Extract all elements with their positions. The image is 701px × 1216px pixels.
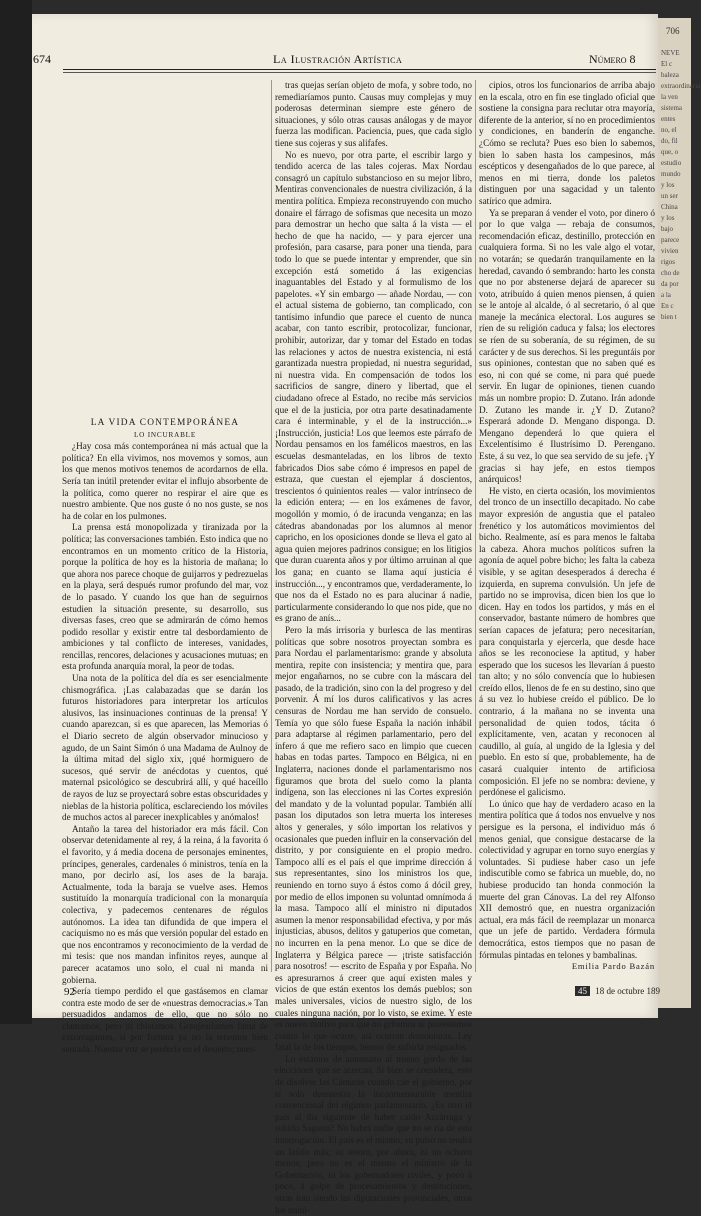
page-header	[33, 52, 653, 68]
adjacent-page-fragments	[661, 48, 701, 323]
issue-label: Número 8	[589, 52, 636, 66]
adjacent-page-fragment: un ser	[661, 192, 678, 200]
paragraph: Lo estamos de antemano al trueno gordo de las elecciones que se acercan. Si bien se considera, esto de disolver las Cámaras cuando cae el gobierno, por sí solo demuestra la inconmensurable mentira convencional del régimen parlamentario. ¿Es otro el país al día siguiente de haber caído Azcárraga y subido Sagasta? No habrá nadie que no se ría de esta interrogación. El país es el mismo; su pulso no tendrá un latido más; su tesoro, por ahora, ni un ochavo menos; pero no es el mismo el ministro de la Gobernación, ni los gobernadores civiles, y poco á poco, á golpe de procesamientos y destituciones, otras irán siendo las diputaciones provinciales, otros los muni-	[275, 1053, 472, 1215]
column-divider	[475, 80, 476, 972]
paragraph: La prensa está monopolizada y tiranizada por la política; las conversaciones también. Esto indica que no encontramos en un momento crítico de la Historia, porque la política de hoy es la historia de mañana; lo que ahora nos parece choque de guijarros y pedrezuelas en la playa, será después rumor profundo del mar, voz de lo pasado. Y cuando los que han de seguirnos estudien la situación presente, su desarrollo, sus diversas fases, creo que se admirarán de cómo hemos podido resollar y existir entre tal desbordamiento de ambiciones y tal conflicto de intereses, vanidades, rencillas, rencores, delaciones y acusaciones mutuas; en esta profunda anarquía moral, la peor de todas.	[62, 522, 268, 672]
footer-date: 18 de octubre 189	[595, 986, 660, 996]
footer-badge: 45	[575, 986, 590, 996]
adjacent-page-edge	[658, 18, 701, 1008]
column-2-body	[275, 80, 472, 1216]
scan-background-left	[0, 0, 32, 1024]
adjacent-page-fragment: bajo	[661, 225, 674, 233]
page-number: 674	[33, 52, 51, 66]
adjacent-page-fragment: entes	[661, 115, 676, 123]
column-3-body	[479, 80, 655, 961]
header-rule	[63, 69, 656, 70]
adjacent-page-fragment: sistema	[661, 104, 682, 112]
paragraph: Ya se preparan á vender el voto, por dinero ó por lo que valga — rebaja de consumos, recomendación eficaz, destinillo, protección en cualquiera forma. Si no les vale algo el votar, no votarán; se quedarán tranquilamente en la heredad, cavando ó sembrando: harto les consta que no por abstenerse dejará de aparecer su voto, atribuído á quien menos piensen, á quien se le antoje al alcalde, ó al secretario, ó al que maneje la mecánica electoral. Los augures se ríen de su religión caduca y falsa; los electores se ríen de su soberanía, de su régimen, de su carácter y de sus derechos. Si les preguntáis por sus opiniones, contestan que no saben qué es eso, ni con qué se come, ni para qué puede servir. En lugar de opiniones, tienen cuando más un nombre propio: D. Zutano. Irán adonde D. Zutano les mande ir. ¿Y D. Zutano? Esperará adonde D. Mengano disponga. D. Mengano dependerá lo que quiera el Excelentísimo é Ilustrísimo D. Perengano. Este, á su vez, lo que sea servido de su jefe. ¡Y gracias si hay jefe, en estos tiempos anárquicos!	[479, 207, 655, 485]
article-column-3	[479, 80, 655, 972]
adjacent-page-fragment: China	[661, 203, 678, 211]
adjacent-page-fragment: El c	[661, 60, 673, 68]
adjacent-page-fragment: rigos	[661, 258, 675, 266]
paragraph: tras quejas serían objeto de mofa, y sobre todo, no remediaríamos punto. Causas muy complejas y muy poderosas determinan siempre este género de situaciones, y sólo otras causas análogas y de mayor fuerza las modifican. Paciencia, pues, que cada siglo tiene sus cojeras y sus alifafes.	[275, 80, 472, 148]
adjacent-page-fragment: da por	[661, 280, 679, 288]
adjacent-page-fragment: a la	[661, 291, 671, 299]
adjacent-page-fragment: cho de	[661, 269, 680, 277]
blank-column-area	[62, 80, 270, 410]
paragraph: Sería tiempo perdido el que gastásemos en clamar contra este modo de ser de «nuestras democracias.» Tan persuadidos andamos de ello, que no sólo no clamamos, pero ni chistamos. Granjearlamos fama de extravagantes, si por fortuna ya no la tenemos bien sentada. Nuestra voz se perdería en el desierto; nues-	[62, 986, 268, 1055]
adjacent-page-number: 706	[666, 26, 680, 36]
adjacent-page-fragment: baleza	[661, 71, 679, 79]
paragraph: Una nota de la política del día es ser esencialmente chismográfica. ¡Las calabazadas que se darán los futuros historiadores para interpretar los artículos alusivos, las insinuaciones continuas de la prensa! Y cuando aparezcan, si es que aparecen, las Memorias ó el Diario secreto de algún observador minucioso y agudo, de un Saint Simón ó una Madama de Aulnoy de la última mitad del siglo xix, ¡qué hormiguero de sucesos, qué servir de anécdotas y cuentos, qué maternal psicológico se descubrirá allí, y qué haceíllo de rayos de luz se proyectará sobre estas obscuridades y nieblas de la historia política, esclareciendo los móviles de muchos actos al parecer inexplicables y anómalos!	[62, 673, 268, 823]
paragraph: cipios, otros los funcionarios de arriba abajo en la escala, otro en fin ese tinglado oficial que sostiene la consigna para reclutar otra mayoría, diferente de la anterior, sí no en procedimientos y condiciones, en banderín de enganche. ¿Cómo se recluta? Pues eso bien lo sabemos, bien lo saben hasta los campesinos, más escépticos y desengañados de lo que parece, al menos en mi tierra, donde los paletos distinguen por una sagacidad y un talento satírico que admira.	[479, 80, 655, 206]
paragraph: Pero la más irrisoria y burlesca de las mentiras políticas que sobre nosotros proyectan sombra es para Nordau el parlamentarismo: grande y absoluta mentira, repite con insistencia; y mentira que, para mejor engañarnos, no se cubre con la máscara del pasado, de la tradición, sino con la del progreso y del porvenir. Á mí los duros calificativos y las acres censuras de Nordau me han servido de consuelo. Temía yo que sólo fuese España la nación inhábil para adaptarse al régimen parlamentario, pero del ínfero á que me refiero saco en limpio que cuecen habas en todas partes. Tampoco en Bélgica, ni en Inglaterra, naciones donde el parlamentarismo nos figuramos que brota del suelo como la planta indígena, son las elecciones ni las Cortes expresión del mandato y de la voluntad popular. También allí pasan los diputados son letra muerta los intereses altos y generales, y sólo importan los relativos y ocasionales que pueden influir en la conservación del distrito, y por consiguiente en el propio medro. Tampoco allí es el país el que imprime dirección á sus representantes, sino los ministros los que, reuniendo en torno suyo á éstos como á dócil grey, por medio de ellos imponen su voluntad omnímoda á la masa. Tampoco allí el ministro ni diputados asumen la menor responsabilidad efectiva, y por más injusticias, abusos, delitos y gatuperios que cometan, no incurren en la pena menor. Lo que se dice de Inglaterra y Bélgica parece — ¡triste satisfacción para nosotros! — escrito de España y por España. No es apresurarnos á creer que aquí existen males y vicios de que están exentos los demás pueblos; son males universales, vicios de nuestro siglo, de los cuales ninguna nación, por lo visto, se exime. Y este es nuevo motivo para que no gritemos ni protestemos contra lo que ocurre, así ocurran demoniuras. Ley fatal la de los tiempos, hemos de sufrirla resignados.	[275, 624, 472, 1053]
adjacent-page-fragment: la ven	[661, 93, 678, 101]
adjacent-page-fragment: En c	[661, 302, 674, 310]
adjacent-page-fragment: que, o	[661, 148, 679, 156]
adjacent-page-fragment: estudio	[661, 159, 682, 167]
adjacent-page-fragment: bien t	[661, 313, 677, 321]
article-title: LA VIDA CONTEMPORÁNEA	[90, 418, 240, 428]
adjacent-page-fragment: NEVE	[661, 49, 680, 57]
publication-title: La Ilustración Artística	[273, 52, 403, 66]
adjacent-page-fragment: no, el	[661, 126, 677, 134]
footer-right	[575, 986, 660, 996]
header-rule-secondary	[63, 72, 656, 73]
paragraph: He visto, en cierta ocasión, los movimientos del tronco de un insectillo decapitado. No cabe mayor expresión de angustia que el pataleo frenético y los automáticos movimientos del bicho. Realmente, así es para menos le faltaba la cabeza. Ahora muchos políticos sufren la agonía de aquel pobre bicho; les falta la cabeza visible, y se agitan desesperados á derecha é izquierda, en suprema convulsión. Un jefe de partido no se improvisa, dicen bien los que lo dicen. Hay en todos los partidos, y más en el conservador, bastante número de hombres que serían capaces de jefatura; pero necesitarían, para conquistarla y ejercerla, que desde hace años se les reconociese la aptitud, y haber esperado que los sucesos les llevarían á puesto tan alto; y no sólo convencía que lo hubiesen creído ellos, llenos de fe en su destino, sino que á su vez lo hubiese creído el público. De lo contrario, á la mañana no se inventa una personalidad de quien todos, tácita ó explícitamente, ven, acatan y reconocen al caudillo, al guía, al ungido de la Iglesia y del pueblo. En esto sí que, probablemente, ha de casará cualquier intento de artificiosa composición. El jefe no se nombra: deviene, y perdónese el galicismo.	[479, 485, 655, 798]
paragraph: ¿Hay cosa más contemporánea ni más actual que la política? En ella vivimos, nos movemos y somos, aun los que menos motivos tenemos de acordarnos de ella. Sería tan inútil pretender evitar el influjo absorbente de la política, como querer no respirar el aire que es nuestro ambiente. Que nos guste ó no nos guste, se nos ha de colar en los pulmones.	[62, 441, 268, 521]
article-subtitle: LO INCURABLE	[133, 430, 197, 439]
paragraph: No es nuevo, por otra parte, el escribir largo y tendido acerca de las tales cojeras. Max Nordau consagró un capítulo substancioso en su mejor libro, Mentiras convencionales de nuestra civilización, á la mentira política. Empieza reconstruyendo con mucho donaire el fárrago de sofismas que necesita un mozo para demostrar un hecho que salta á la vista — el hecho de que ha nacido, — y para ejercer una profesión, para casarse, para poner una tienda, para todo lo que se puede intentar y emprender, que sin excepción está sometido á las exigencias inaguantables del Estado y al formulismo de los papelotes. «Y sin embargo — añade Nordau, — con el actual sistema de gobierno, tan complicado, con tantísimo infundio que parece el cuento de nunca acabar, con tanto escribir, protocolizar, funcionar, prohibir, autorizar, dar y tomar del Estado en todas las relaciones y actos de nuestra existencia, ni está garantizada nuestra propiedad, ni nuestra seguridad, ni nuestra vida. En compensación de todos los sacrificios de sangre, dinero y libertad, que el ciudadano ofrece al Estado, no recibe más servicios que el de la justicia, por otra parte desatinadamente cara é interminable, y el de la instrucción...» ¡Instrucción, justicia! Los que leemos este párrafo de Nordau pensamos en los famélicos maestros, en las escuelas desmanteladas, en los libros de texto fabricados Dios sabe cómo é impresos en papel de estraza, que cuestan el ejemplar á doscientos, trescientos ó quinientos reales — valor intrínseco de la edición entera; — en los exámenes de favor, mogollón y momio, ó de iracunda venganza; en las cátedras abandonadas por los alumnos al menor capricho, en los oposiciones donde se lleva el gato al agua quien mejores padrinos consigue; en los litigios que duran cuarenta años y por último arruinan al que los gana; en cuanto se llama aquí justicia é instrucción..., y encontramos que, verdaderamente, lo que nos da el Estado no es para alucinar á nadie, particularmente considerando lo que nos pide, que no es grano de anís...	[275, 149, 472, 624]
adjacent-page-fragment: extraordinaria	[661, 82, 701, 90]
author-signature: Emilia Pardo Bazán	[571, 961, 655, 972]
folio-number: 92	[64, 986, 75, 998]
adjacent-page-fragment: vivien	[661, 247, 679, 255]
adjacent-page-fragment: do, fil	[661, 137, 678, 145]
adjacent-page-fragment: parece	[661, 236, 680, 244]
column-1-body	[62, 441, 268, 1055]
adjacent-page-fragment: mundo	[661, 170, 681, 178]
paragraph: Lo único que hay de verdadero acaso en la mentira política que á todos nos envuelve y nos persigue es la persona, el individuo más ó menos genial, que consigue destacarse de la colectividad y agrupar en torno suyo energías y voluntades. Si pudiese haber caso un jefe indiscutible como se fabrica un mueble, do, no hubiese producido tan honda conmoción la muerte del gran Cánovas. La del rey Alfonso XII demostró que, en nuestra organización actual, era más fácil de reemplazar un monarca que un jefe de partido. Verdadera fórmula democrática, estos tiempos que no pasan de fórmulas pintadas en telones y bambalinas.	[479, 798, 655, 960]
paragraph: Antaño la tarea del historiador era más fácil. Con observar detenidamente al rey, á la reina, á la favorita ó el favorito, y á media docena de personajes eminentes, príncipes, generales, cardenales ó ministros, tenía en la mano, por decirlo así, los ases de la baraja. Actualmente, toda la baraja se vuelve ases. Hemos sustituído la monarquía tradicional con la monarquía colectiva, y padecemos centenares de régulos autónomos. La idea tan difundida de que impera el caciquismo no es más que versión popular del estado en que nos encontramos y reconocimiento de la verdad de mi tesis: que nos mandan infinitos reyes, aunque al parecer acatamos uno solo, el cual ni manda ni gobierna.	[62, 823, 268, 985]
adjacent-page-fragment: y los	[661, 181, 675, 189]
article-column-2	[275, 80, 472, 1215]
adjacent-page-fragment: y los	[661, 214, 675, 222]
column-divider	[271, 80, 272, 972]
